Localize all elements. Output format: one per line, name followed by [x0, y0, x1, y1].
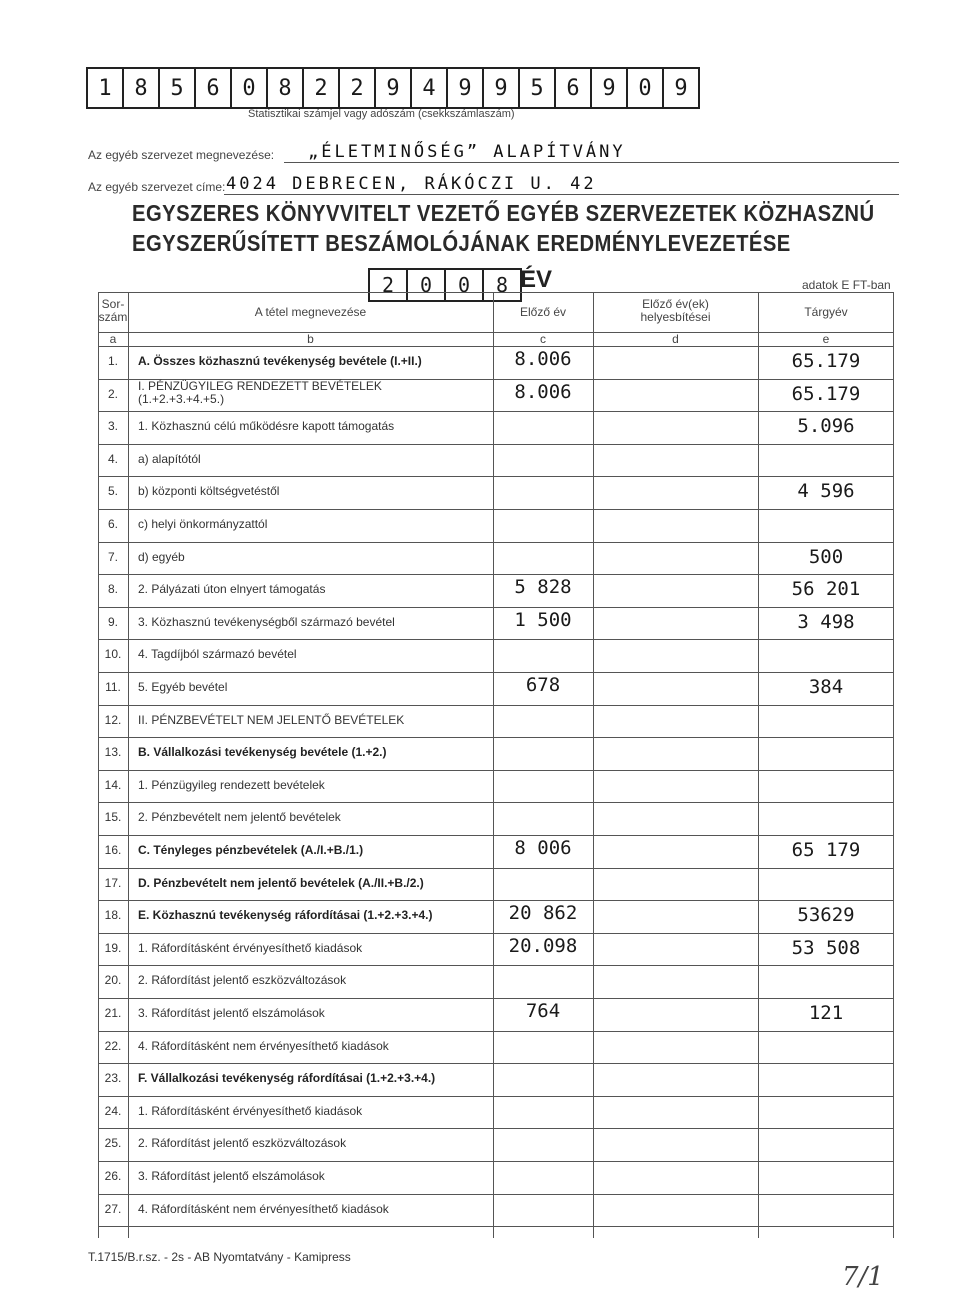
row-rule [98, 1194, 894, 1195]
row-label: 2. Ráfordítást jelentő eszközváltozások [138, 1136, 347, 1151]
tax-id-digit: 0 [626, 67, 664, 109]
row-label: d) egyéb [138, 549, 185, 564]
row-label: a) alapítótól [138, 451, 201, 466]
report-title-line2: EGYSZERŰSÍTETT BESZÁMOLÓJÁNAK EREDMÉNYLEVEZETÉSE [132, 230, 791, 256]
row-rule [98, 574, 894, 575]
table-row [98, 998, 894, 1031]
row-label: I. PÉNZÜGYILEG RENDEZETT BEVÉTELEK (1.+2.+3.+4.+5.) [138, 378, 382, 406]
row-current-year-value: 65 179 [791, 839, 861, 861]
row-label: 3. Közhasznú tevékenységből származó bevétel [138, 614, 395, 629]
report-table [98, 292, 894, 1238]
row-previous-year-value: 1 500 [514, 608, 572, 631]
header-row-number: Sor- szám [98, 297, 128, 324]
year-digit: 0 [444, 268, 484, 302]
org-name-value: „ÉLETMINŐSÉG” ALAPÍTVÁNY [308, 142, 626, 162]
row-label: 1. Pénzügyileg rendezett bevételek [138, 777, 325, 792]
row-number: 20. [104, 973, 122, 988]
row-current-year-value: 65.179 [791, 382, 861, 405]
row-number: 17. [104, 875, 122, 890]
row-number: 14. [104, 777, 122, 792]
tax-id-digit: 0 [230, 67, 268, 109]
row-rule [98, 607, 894, 608]
row-label: 3. Ráfordítást jelentő elszámolások [138, 1006, 325, 1020]
row-label: c) helyi önkormányzattól [138, 517, 268, 531]
row-label: 2. Pályázati úton elnyert támogatás [138, 582, 326, 597]
row-rule [98, 476, 894, 477]
tax-id-digit: 1 [86, 67, 124, 109]
row-rule [98, 998, 894, 999]
org-address-line [88, 174, 597, 194]
row-current-year-value: 53 508 [791, 936, 861, 959]
row-previous-year-value: 8.006 [514, 380, 572, 403]
row-rule [98, 737, 894, 738]
row-rule [98, 965, 894, 966]
year-digit: 8 [482, 268, 522, 302]
tax-id-digit: 9 [662, 67, 700, 109]
table-row [98, 1031, 894, 1064]
row-number: 26. [104, 1169, 122, 1183]
row-rule [98, 900, 894, 901]
org-name-rule [284, 162, 899, 163]
row-current-year-value: 56 201 [791, 578, 861, 601]
tax-id-digit: 9 [482, 67, 520, 109]
row-current-year-value: 3 498 [797, 610, 855, 633]
row-label: 3. Ráfordítást jelentő elszámolások [138, 1169, 325, 1183]
row-label: 2. Pénzbevételt nem jelentő bevételek [138, 810, 341, 825]
row-number: 19. [104, 940, 122, 955]
row-rule [98, 672, 894, 673]
org-address-rule [224, 194, 899, 195]
org-address-label: Az egyéb szervezet címe: [88, 180, 226, 194]
row-rule [98, 770, 894, 771]
letter-a: a [109, 332, 117, 346]
table-row [98, 900, 894, 933]
row-rule [98, 1161, 894, 1162]
row-rule [98, 346, 894, 347]
header-current-year: Tárgyév [804, 305, 848, 319]
table-row [98, 444, 894, 477]
table-row [98, 607, 894, 640]
page-mark: 7/1 [842, 1262, 884, 1292]
table-row [98, 1096, 894, 1129]
row-rule [98, 933, 894, 934]
row-current-year-value: 53629 [797, 904, 855, 927]
table-row [98, 802, 894, 835]
org-name-line [88, 142, 626, 162]
row-current-year-value: 5.096 [797, 415, 855, 438]
tax-id-digit: 9 [446, 67, 484, 109]
row-label: 1. Ráfordításként érvényesíthető kiadások [138, 940, 363, 955]
letter-b: b [307, 332, 314, 346]
year-digit: 0 [406, 268, 446, 302]
header-previous-year: Előző év [519, 305, 567, 319]
tax-id-digit: 6 [194, 67, 232, 109]
tax-id-digit: 4 [410, 67, 448, 109]
org-address-value: 4024 DEBRECEN, RÁKÓCZI U. 42 [226, 174, 597, 194]
row-number: 7. [107, 549, 118, 564]
row-number: 15. [104, 810, 122, 825]
table-row [98, 1194, 894, 1227]
year-digit: 2 [368, 268, 408, 302]
row-previous-year-value: 5 828 [514, 576, 572, 599]
table-row [98, 542, 894, 575]
row-rule [98, 444, 894, 445]
row-label: E. Közhasznú tevékenység ráfordításai (1.+2.+3.+4.) [138, 908, 433, 923]
row-number: 5. [107, 484, 118, 499]
row-label: 5. Egyéb bevétel [138, 680, 228, 694]
row-label: B. Vállalkozási tevékenység bevétele (1.+2.) [138, 745, 387, 760]
tax-id-digit: 8 [122, 67, 160, 109]
tax-id-digit: 2 [302, 67, 340, 109]
table-row [98, 705, 894, 738]
row-previous-year-value: 20.098 [508, 934, 578, 957]
table-row [98, 346, 894, 379]
row-number: 16. [104, 843, 122, 857]
row-number: 22. [104, 1038, 122, 1053]
row-number: 12. [104, 712, 122, 727]
units-label: adatok E FT-ban [802, 278, 891, 292]
letter-d: d [672, 332, 679, 346]
row-label: D. Pénzbevételt nem jelentő bevételek (A./II.+B./2.) [138, 875, 424, 890]
tax-id-digit: 5 [518, 67, 556, 109]
row-number: 13. [104, 745, 122, 760]
table-bottom-rule [98, 1226, 894, 1227]
row-label: 4. Tagdíjból származó bevétel [138, 647, 297, 662]
row-rule [98, 868, 894, 869]
row-number: 18. [104, 908, 122, 923]
row-number: 2. [107, 386, 118, 401]
table-row [98, 639, 894, 672]
row-label: 4. Ráfordításként nem érvényesíthető kiadások [138, 1038, 389, 1053]
tax-id-digit: 6 [554, 67, 592, 109]
table-row [98, 672, 894, 705]
row-label: II. PÉNZBEVÉTELT NEM JELENTŐ BEVÉTELEK [138, 712, 405, 727]
table-row [98, 574, 894, 607]
row-number: 6. [107, 517, 118, 531]
table-row [98, 476, 894, 509]
table-row [98, 933, 894, 966]
row-rule [98, 835, 894, 836]
row-rule [98, 509, 894, 510]
tax-id-digit: 9 [590, 67, 628, 109]
row-current-year-value: 500 [808, 545, 844, 568]
row-current-year-value: 384 [808, 676, 844, 698]
row-previous-year-value: 8 006 [514, 837, 572, 859]
table-row [98, 965, 894, 998]
tax-id-boxes [88, 67, 700, 109]
row-label: F. Vállalkozási tevékenység ráfordításai (1.+2.+3.+4.) [138, 1071, 436, 1086]
tax-id-digit: 8 [266, 67, 304, 109]
row-number: 21. [104, 1006, 122, 1020]
row-label: 4. Ráfordításként nem érvényesíthető kiadások [138, 1201, 389, 1216]
table-row [98, 1128, 894, 1161]
letter-c: c [540, 332, 546, 346]
table-row [98, 868, 894, 901]
row-rule [98, 1031, 894, 1032]
row-number: 10. [104, 647, 122, 662]
row-current-year-value: 4 596 [797, 480, 855, 503]
row-number: 11. [105, 680, 121, 694]
tax-id-digit: 5 [158, 67, 196, 109]
row-number: 27. [104, 1201, 122, 1216]
row-number: 25. [104, 1136, 122, 1151]
row-previous-year-value: 764 [525, 1000, 561, 1022]
tax-id-digit: 9 [374, 67, 412, 109]
row-label: C. Tényleges pénzbevételek (A./I.+B./1.) [138, 843, 364, 857]
table-row [98, 770, 894, 803]
row-label: 2. Ráfordítást jelentő eszközváltozások [138, 973, 347, 988]
table-row [98, 411, 894, 444]
table-row [98, 835, 894, 868]
row-label: 1. Ráfordításként érvényesíthető kiadások [138, 1103, 363, 1118]
table-row [98, 509, 894, 542]
row-rule [98, 639, 894, 640]
org-name-label: Az egyéb szervezet megnevezése: [88, 148, 275, 162]
table-row [98, 1161, 894, 1194]
report-title-line1: EGYSZERES KÖNYVVITELT VEZETŐ EGYÉB SZERVEZETEK KÖZHASZNÚ [132, 200, 875, 226]
row-rule [98, 542, 894, 543]
header-item-name: A tétel megnevezése [254, 305, 367, 319]
row-previous-year-value: 20 862 [508, 902, 578, 925]
row-number: 3. [107, 419, 118, 434]
row-rule [98, 1096, 894, 1097]
form-code: T.1715/B.r.sz. - 2s - AB Nyomtatvány - Kamipress [88, 1250, 351, 1264]
row-rule [98, 1128, 894, 1129]
row-label: A. Összes közhasznú tevékenység bevétele (I.+II.) [138, 354, 422, 368]
table-row [98, 1063, 894, 1096]
header-previous-adjustments: Előző év(ek) helyesbítései [640, 297, 711, 324]
row-current-year-value: 121 [808, 1002, 844, 1024]
tax-id-caption: Statisztikai számjel vagy adószám (csekkszámlaszám) [248, 108, 515, 120]
row-rule [98, 705, 894, 706]
row-rule [98, 1063, 894, 1064]
row-number: 24. [104, 1103, 122, 1118]
table-row [98, 379, 894, 412]
row-number: 1. [107, 354, 118, 368]
row-number: 8. [107, 582, 118, 597]
tax-id-digit: 2 [338, 67, 376, 109]
row-label: b) központi költségvetéstől [138, 484, 280, 499]
row-number: 9. [107, 614, 118, 629]
row-label: 1. Közhasznú célú működésre kapott támogatás [138, 419, 395, 434]
row-previous-year-value: 8.006 [514, 348, 572, 370]
row-number: 4. [107, 451, 118, 466]
row-rule [98, 411, 894, 412]
year-suffix: ÉV [520, 266, 553, 293]
row-rule [98, 802, 894, 803]
row-previous-year-value: 678 [525, 674, 561, 696]
row-current-year-value: 65.179 [791, 350, 861, 372]
table-top-rule [98, 292, 894, 293]
table-row [98, 737, 894, 770]
letter-e: e [822, 332, 830, 346]
row-number: 23. [104, 1071, 122, 1086]
